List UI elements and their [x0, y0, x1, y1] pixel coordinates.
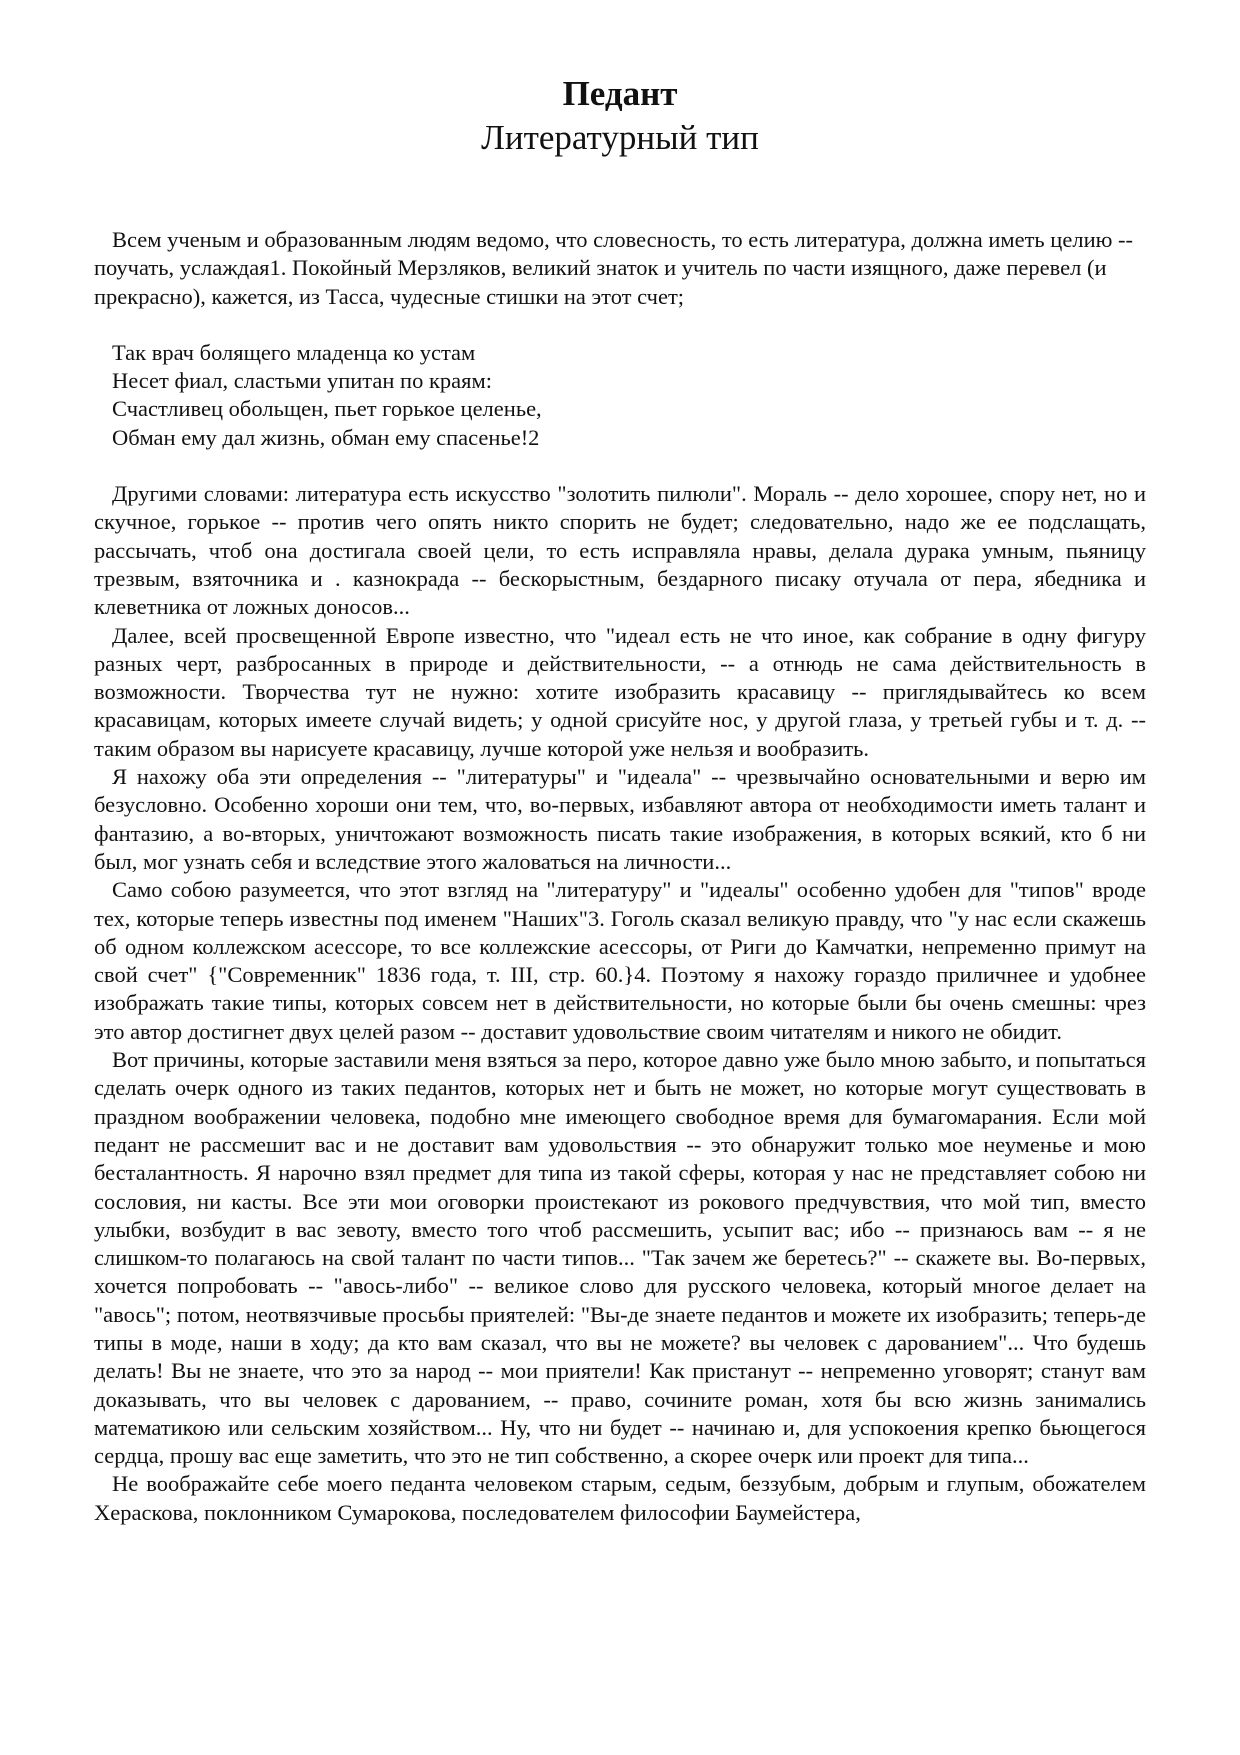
title-block	[94, 72, 1146, 160]
spacer	[94, 311, 1146, 339]
document-body	[94, 226, 1146, 1527]
verse-line: Несет фиал, сластьми упитан по краям:	[112, 368, 492, 394]
verse-line: Так врач болящего младенца ко устам	[112, 339, 476, 365]
body-paragraph: Я нахожу оба эти определения -- "литературы" и "идеала" -- чрезвычайно основательными и верю им безусловно. Особенно хороши они тем, что, во-первых, избавляют автора от необходимости иметь талант и фантазию, а во-вторых, уничтожают возможность писать такие изображения, в которых всякий, кто б ни был, мог узнать себя и вследствие этого жаловаться на личности...	[94, 764, 1146, 874]
intro-paragraph: Всем ученым и образованным людям ведомо, что словесность, то есть литература, должна иметь целию -- поучать, услаждая1. Покойный Мерзляков, великий знаток и учитель по части изящного, даже перевел (и прекрасно), кажется, из Тасса, чудесные стишки на этот счет;	[94, 227, 1134, 309]
document-subtitle: Литературный тип	[481, 118, 759, 157]
body-paragraph: Само собою разумеется, что этот взгляд на "литературу" и "идеалы" особенно удобен для "типов" вроде тех, которые теперь известны под именем "Наших"3. Гоголь сказал великую правду, что "у нас если скажешь об одном коллежском асессоре, то все коллежские асессоры, от Риги до Камчатки, непременно примут на свой счет" {"Современник" 1836 года, т. III, стр. 60.}4. Поэтому я нахожу гораздо приличнее и удобнее изображать такие типы, которых совсем нет в действительности, но которые были бы очень смешны: чрез это автор достигнет двух целей разом -- доставит удовольствие своим читателям и никого не обидит.	[94, 877, 1146, 1044]
spacer	[94, 452, 1146, 480]
body-paragraph: Не воображайте себе моего педанта человеком старым, седым, беззубым, добрым и глупым, обожателем Хераскова, поклонником Сумарокова, последователем философии Баумейстера,	[94, 1471, 1146, 1525]
body-paragraph: Далее, всей просвещенной Европе известно, что "идеал есть не что иное, как собрание в одну фигуру разных черт, разбросанных в природе и действительности, -- а отнюдь не сама действительность в возможности. Творчества тут не нужно: хотите изобразить красавицу -- приглядывайтесь ко всем красавицам, которых имеете случай видеть; у одной срисуйте нос, у другой глаза, у третьей губы и т. д. -- таким образом вы нарисуете красавицу, лучше которой уже нельзя и вообразить.	[94, 622, 1146, 761]
verse-quote	[94, 339, 1146, 452]
verse-line: Обман ему дал жизнь, обман ему спасенье!2	[112, 424, 540, 450]
verse-line: Счастливец обольщен, пьет горькое целенье,	[112, 396, 542, 422]
body-paragraph: Вот причины, которые заставили меня взяться за перо, которое давно уже было мною забыто, и попытаться сделать очерк одного из таких педантов, которых нет и быть не может, но которые могут существовать в праздном воображении человека, подобно мне имеющего свободное время для бумагомарания. Если мой педант не рассмешит вас и не доставит вам удовольствия -- это обнаружит только мое неуменье и мою бесталантность. Я нарочно взял предмет для типа из такой сферы, которая у нас не представляет собою ни сословия, ни касты. Все эти мои оговорки проистекают из рокового предчувствия, что мой тип, вместо улыбки, возбудит в вас зевоту, вместо того чтоб рассмешить, усыпит вас; ибо -- признаюсь вам -- я не слишком-то полагаюсь на свой талант по части типов... "Так зачем же беретесь?" -- скажете вы. Во-первых, хочется попробовать -- "авось-либо" -- великое слово для русского человека, который многое делает на "авось"; потом, неотвязчивые просьбы приятелей: "Вы-де знаете педантов и можете их изобразить; теперь-де типы в моде, наши в ходу; да кто вам сказал, что вы не можете? вы человек с дарованием"... Что будешь делать! Вы не знаете, что это за народ -- мои приятели! Как пристанут -- непременно уговорят; станут вам доказывать, что вы человек с дарованием, -- право, сочините роман, хотя бы всю жизнь занимались математикою или сельским хозяйством... Ну, что ни будет -- начинаю и, для успокоения крепко бьющегося сердца, прошу вас еще заметить, что это не тип собственно, а скорее очерк или проект для типа...	[94, 1047, 1146, 1469]
document-title: Педант	[562, 74, 678, 113]
body-paragraph: Другими словами: литература есть искусство "золотить пилюли". Мораль -- дело хорошее, спору нет, но и скучное, горькое -- против чего опять никто спорить не будет; следовательно, надо же ее подслащать, рассычать, чтоб она достигала своей цели, то есть исправляла нравы, делала дурака умным, пьяницу трезвым, взяточника и . казнокрада -- бескорыстным, бездарного писаку отучала от пера, ябедника и клеветника от ложных доносов...	[94, 481, 1146, 620]
